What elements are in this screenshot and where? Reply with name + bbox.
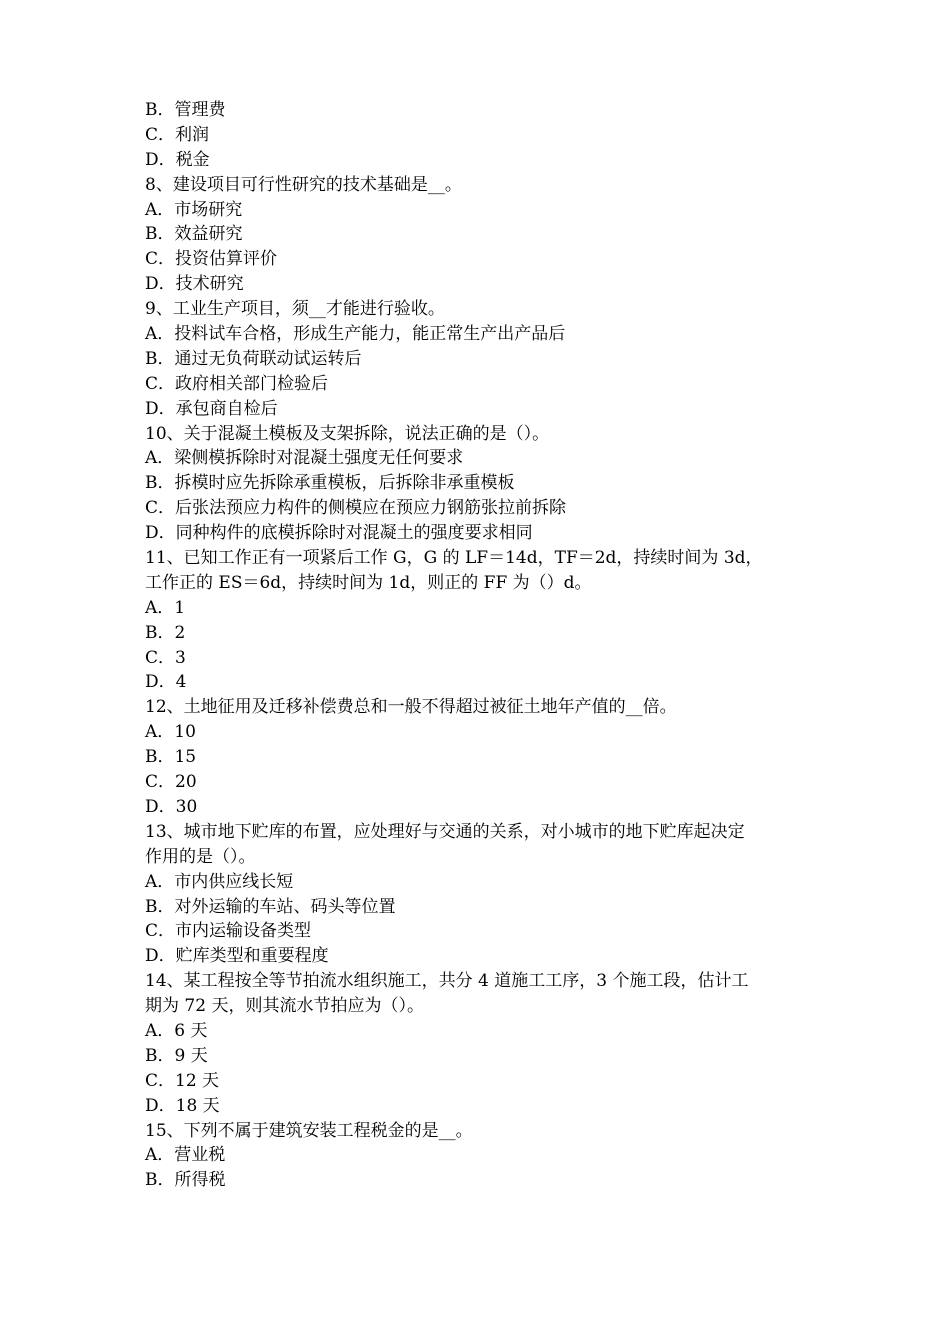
option-line: B．15 <box>145 747 197 768</box>
option-line: C．政府相关部门检验后 <box>145 373 329 394</box>
option-line: A．市场研究 <box>145 199 243 220</box>
option-line: D．技术研究 <box>145 274 244 295</box>
option-line: D．同种构件的底模拆除时对混凝土的强度要求相同 <box>145 523 533 544</box>
option-line: D．税金 <box>145 149 210 170</box>
option-line: D．30 <box>145 796 198 817</box>
option-line: C．投资估算评价 <box>145 249 278 270</box>
option-line: C．12 天 <box>145 1070 220 1091</box>
question-12: 12、土地征用及迁移补偿费总和一般不得超过被征土地年产值的__倍。 <box>145 697 677 718</box>
option-line: A．10 <box>145 722 196 743</box>
option-line: C．利润 <box>145 124 210 145</box>
question-11-line-2: 工作正的 ES＝6d，持续时间为 1d，则正的 FF 为（）d。 <box>145 572 592 593</box>
option-line: B．效益研究 <box>145 224 243 245</box>
question-13-line-1: 13、城市地下贮库的布置，应处理好与交通的关系，对小城市的地下贮库起决定 <box>145 821 745 842</box>
option-line: C．20 <box>145 772 197 793</box>
option-line: B．2 <box>145 622 186 643</box>
option-line: B．管理费 <box>145 100 226 120</box>
question-8: 8、建设项目可行性研究的技术基础是__。 <box>145 174 462 195</box>
option-line: A．投料试车合格，形成生产能力，能正常生产出产品后 <box>145 324 566 345</box>
question-14-line-2: 期为 72 天，则其流水节拍应为（）。 <box>145 996 424 1017</box>
question-15: 15、下列不属于建筑安装工程税金的是__。 <box>145 1120 473 1141</box>
option-line: A．梁侧模拆除时对混凝土强度无任何要求 <box>145 448 464 469</box>
option-line: C．后张法预应力构件的侧模应在预应力钢筋张拉前拆除 <box>145 498 567 519</box>
question-10: 10、关于混凝土模板及支架拆除，说法正确的是（）。 <box>145 423 550 444</box>
question-14-line-1: 14、某工程按全等节拍流水组织施工，共分 4 道施工工序，3 个施工段，估计工 <box>145 971 749 992</box>
option-line: A．营业税 <box>145 1145 226 1166</box>
option-line: C．3 <box>145 647 186 668</box>
option-line: B．通过无负荷联动试运转后 <box>145 348 362 369</box>
option-line: A．6 天 <box>145 1020 208 1041</box>
question-13-line-2: 作用的是（）。 <box>145 846 256 867</box>
option-line: B．对外运输的车站、码头等位置 <box>145 896 396 917</box>
question-11-line-1: 11、已知工作正有一项紧后工作 G，G 的 LF＝14d，TF＝2d，持续时间为 3d， <box>145 548 763 569</box>
option-line: D．18 天 <box>145 1095 220 1116</box>
option-line: B．9 天 <box>145 1045 208 1066</box>
document-body <box>145 98 807 1193</box>
option-line: C．市内运输设备类型 <box>145 921 312 942</box>
option-line: D．贮库类型和重要程度 <box>145 946 329 967</box>
option-line: D．承包商自检后 <box>145 398 278 419</box>
question-9: 9、工业生产项目，须__才能进行验收。 <box>145 299 445 320</box>
option-line: A．市内供应线长短 <box>145 871 294 892</box>
option-line: D．4 <box>145 672 187 693</box>
option-line: B．拆模时应先拆除承重模板，后拆除非承重模板 <box>145 473 515 494</box>
option-line: A．1 <box>145 597 186 618</box>
option-line: B．所得税 <box>145 1170 226 1191</box>
